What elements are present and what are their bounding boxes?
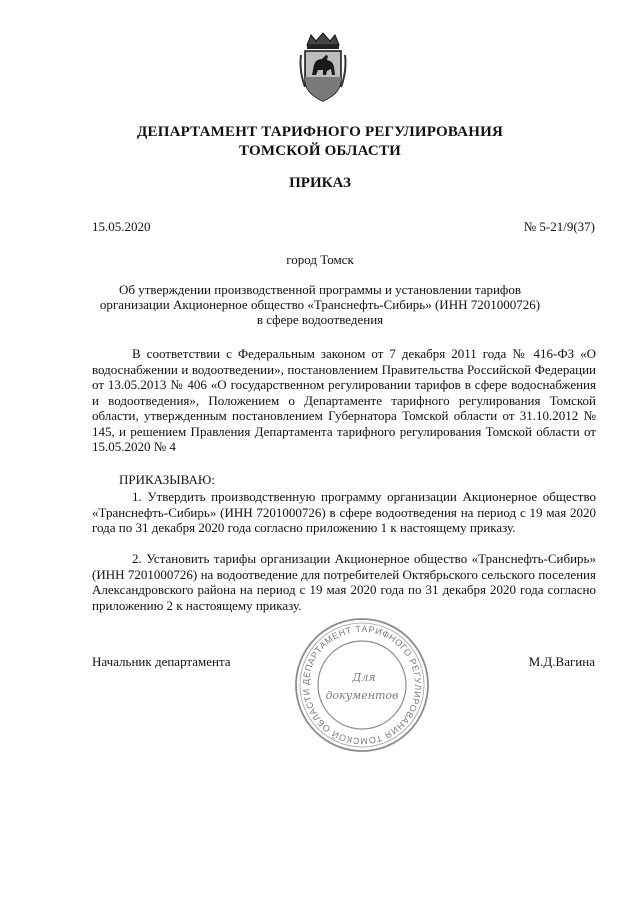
official-stamp-icon [292,615,432,755]
subject-line1: Об утверждении производственной программы и установлении тарифов [118,282,521,297]
department-title-line2: ТОМСКОЙ ОБЛАСТИ [238,143,402,159]
order-title: ПРИКАЗ [289,175,351,191]
signatory-position: Начальник департамента [92,654,231,669]
order-date: 15.05.2020 [92,219,151,234]
order-item-2: 2. Установить тарифы организации Акционерное общество «Транснефть-Сибирь» (ИНН 7201000726) на водоотведение для потребителей Октябрьского сельского поселения Александровского района на период с 19 мая 2020 года по 31 декабря 2020 года согласно приложению 2 к настоящему приказу. [92,551,596,613]
subject-line2: организации Акционерное общество «Транснефть-Сибирь» (ИНН 7201000726) [99,297,541,312]
stamp-center-line1: Для [352,671,376,684]
department-title-line1: ДЕПАРТАМЕНТ ТАРИФНОГО РЕГУЛИРОВАНИЯ [137,124,503,140]
order-number: № 5-21/9(37) [523,219,595,234]
order-item-1: 1. Утвердить производственную программу организации Акционерное общество «Транснефть-Сибирь» (ИНН 7201000726) в сфере водоотведения на период с 19 мая 2020 года по 31 декабря 2020 года согласно приложению 1 к настоящему приказу. [92,489,596,535]
tomsk-coat-of-arms-icon [299,31,347,103]
order-word: ПРИКАЗЫВАЮ: [119,472,215,487]
order-subject [0,282,640,327]
signatory-name: М.Д.Вагина [528,654,595,669]
stamp-ring-text: ДЕПАРТАМЕНТ ТАРИФНОГО РЕГУЛИРОВАНИЯ ТОМСКОЙ ОБЛАСТИ [300,623,424,747]
stamp-center-line2: документов [325,689,399,702]
city: город Томск [286,252,354,267]
svg-text:ДЕПАРТАМЕНТ ТАРИФНОГО РЕГУЛИРО [301,624,423,746]
subject-line3: в сфере водоотведения [256,312,384,327]
preamble-paragraph: В соответствии с Федеральным законом от 7 декабря 2011 года № 416-ФЗ «О водоснабжении и водоотведении», постановлением Правительства Российской Федерации от 13.05.2013 № 406 «О государственном регулировании тарифов в сфере водоснабжения и водоотведения», Положением о Департаменте тарифного регулирования Томской области, утвержденным постановлением Губернатора Томской области от 31.10.2012 № 145, и решением Правления Департамента тарифного регулирования Томской области от 15.05.2020 № 4 [92,346,596,454]
